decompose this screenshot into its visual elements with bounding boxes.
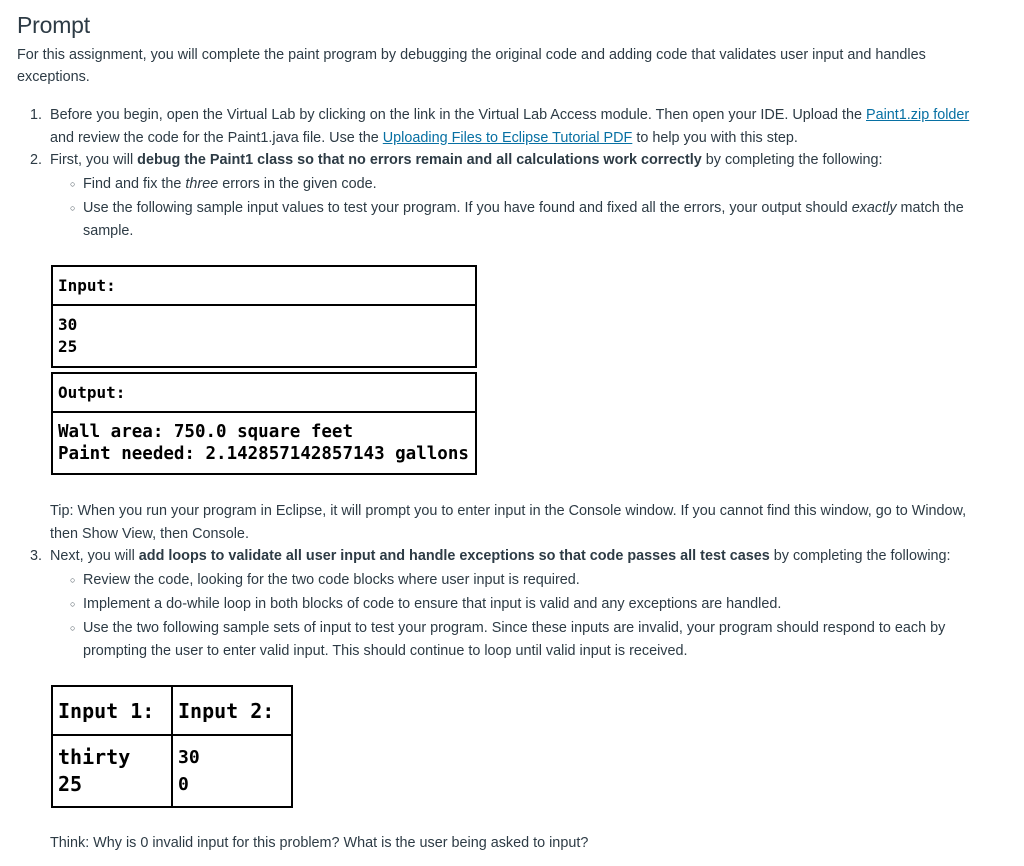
- step-1-text: [50, 104, 980, 149]
- step-3-bullet-3: Use the two following sample sets of input to test your program. Since these inputs are invalid, your program should respond to each by prompting the user to enter valid input. This should continue to loop until valid input is received.: [83, 620, 946, 659]
- step-2-bullet-2-em: exactly: [851, 200, 897, 216]
- step-2-bullet-2-a: Use the following sample input values to test your program. If you have found and fixed all the errors, your output should: [83, 200, 852, 216]
- step-2-bullet-1: [83, 173, 983, 196]
- input-value-line: 30: [58, 315, 78, 334]
- step-2-bullet-1-b: errors in the given code.: [218, 176, 377, 192]
- intro-paragraph: For this assignment, you will complete the paint program by debugging the original code and adding code that validates user input and handles exceptions.: [17, 47, 926, 85]
- input-2-header: Input 2:: [172, 686, 292, 735]
- sample-input-table: [51, 265, 477, 368]
- think-paragraph: Think: Why is 0 invalid input for this problem? What is the user being asked to input?: [50, 835, 589, 851]
- input-2-value-line: 0: [178, 774, 189, 795]
- input-1-value-line: 25: [58, 772, 83, 796]
- step-2-bullet-1-em: three: [185, 176, 219, 192]
- input-2-value-line: 30: [178, 747, 200, 768]
- step-2-text-a: First, you will: [50, 152, 138, 168]
- output-value-line: Paint needed: 2.142857142857143 gallons: [58, 444, 469, 464]
- input-values: [52, 305, 476, 367]
- step-3-bullet-2: Implement a do-while loop in both blocks of code to ensure that input is valid and any exceptions are handled.: [83, 596, 782, 612]
- paint1-zip-link[interactable]: Paint1.zip folder: [866, 107, 970, 123]
- step-2-bold: debug the Paint1 class so that no errors remain and all calculations work correctly: [137, 152, 702, 168]
- bullet-circle-icon: ○: [70, 179, 76, 189]
- step-2-number: 2.: [30, 152, 43, 168]
- output-value-line: Wall area: 750.0 square feet: [58, 422, 354, 442]
- step-3-bold: add loops to validate all user input and handle exceptions so that code passes all test cases: [138, 548, 770, 564]
- step-3-text-a: Next, you will: [50, 548, 139, 564]
- step-2-text: [50, 149, 980, 172]
- step-2-bullet-2: [83, 197, 983, 242]
- input-1-header: Input 1:: [52, 686, 172, 735]
- bullet-circle-icon: ○: [70, 623, 76, 633]
- step-1-text-c: to help you with this step.: [632, 129, 798, 146]
- step-1-number: 1.: [30, 107, 43, 123]
- invalid-input-table: [51, 685, 293, 808]
- step-3-text-b: by completing the following:: [769, 548, 951, 564]
- input-1-value-line: thirty: [58, 745, 131, 769]
- bullet-circle-icon: ○: [70, 575, 76, 585]
- eclipse-tutorial-link[interactable]: Uploading Files to Eclipse Tutorial PDF: [382, 129, 633, 146]
- step-2-text-b: by completing the following:: [701, 152, 883, 168]
- step-3-text: [50, 545, 980, 568]
- step-1-text-a: Before you begin, open the Virtual Lab by clicking on the link in the Virtual Lab Access module. Then open your IDE. Upload the: [50, 107, 866, 123]
- step-2-bullet-2-b: match the sample.: [83, 200, 964, 239]
- output-values: [52, 412, 476, 474]
- step-3-number: 3.: [30, 548, 43, 564]
- input-1-values: [52, 735, 172, 807]
- tip-paragraph: Tip: When you run your program in Eclipse, it will prompt you to enter input in the Console window. If you cannot find this window, go to Window, then Show View, then Console.: [50, 503, 967, 542]
- step-3-bullet-1: Review the code, looking for the two code blocks where user input is required.: [83, 572, 580, 588]
- step-1-text-b: and review the code for the Paint1.java file. Use the: [50, 129, 383, 146]
- output-header: Output:: [52, 373, 476, 412]
- input-2-values: [172, 735, 292, 807]
- sample-output-table: [51, 372, 477, 475]
- page-title: Prompt: [17, 12, 90, 38]
- input-value-line: 25: [58, 337, 78, 356]
- bullet-circle-icon: ○: [70, 203, 76, 213]
- bullet-circle-icon: ○: [70, 599, 76, 609]
- step-2-bullet-1-a: Find and fix the: [83, 176, 186, 192]
- input-header: Input:: [52, 266, 476, 305]
